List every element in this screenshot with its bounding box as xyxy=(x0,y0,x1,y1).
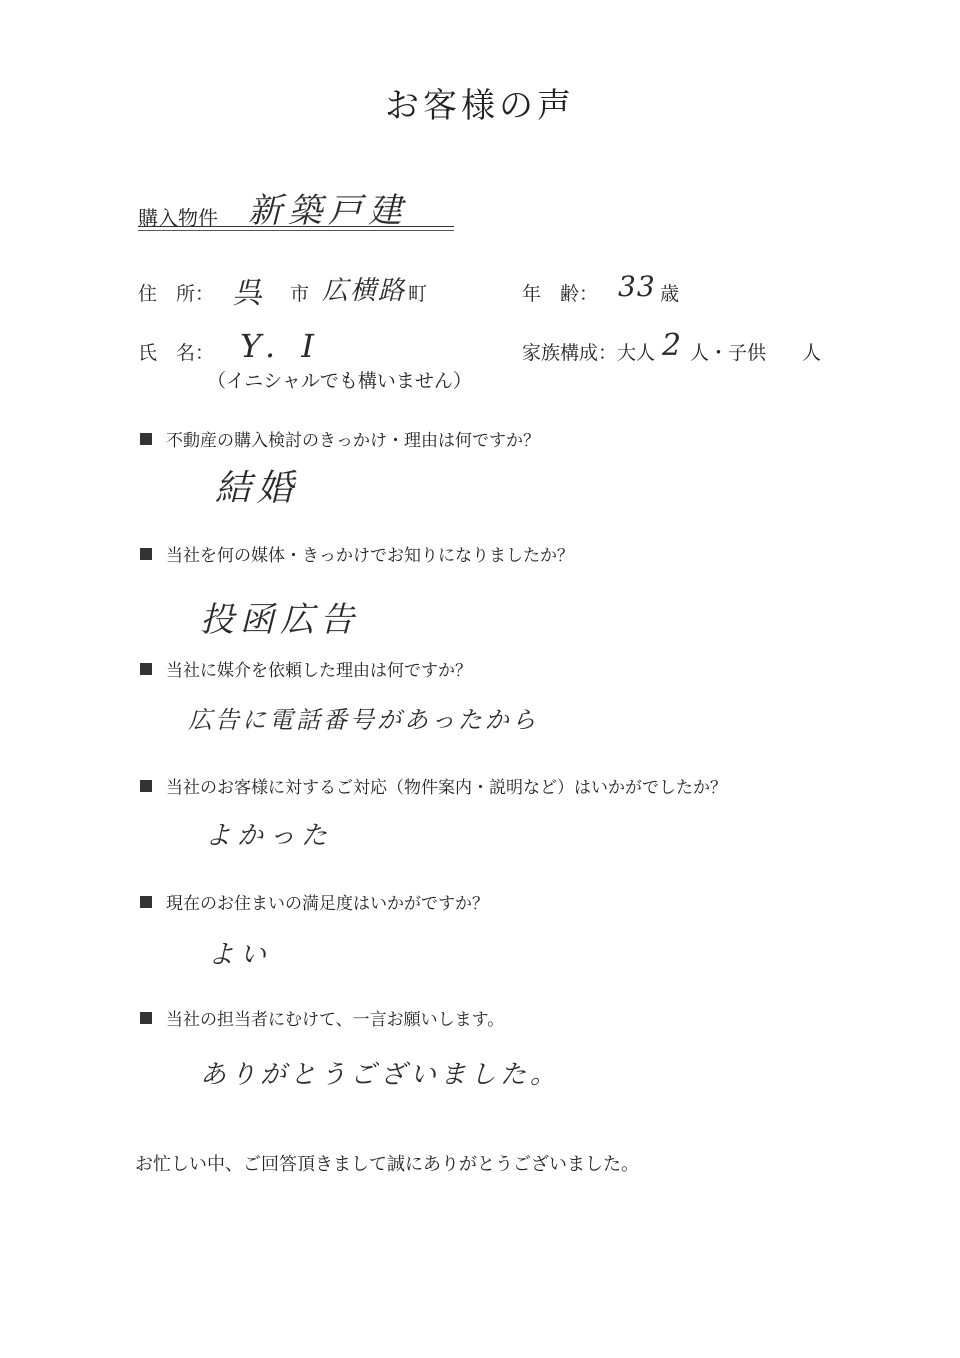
property-label: 購入物件 xyxy=(138,206,218,230)
answer-6: ありがとうございました。 xyxy=(200,1060,561,1090)
answer-5: よい xyxy=(208,940,273,970)
bullet-square-icon xyxy=(140,1012,152,1024)
address-town-unit: 町 xyxy=(408,283,428,305)
closing-message: お忙しい中、ご回答頂きまして誠にありがとうございました。 xyxy=(135,1154,639,1175)
answer-1: 結婚 xyxy=(215,468,300,509)
bullet-square-icon xyxy=(140,780,152,792)
age-value: 33 xyxy=(618,270,656,303)
question-6: 当社の担当者にむけて、一言お願いします。 xyxy=(140,1005,504,1030)
page-title: お客様の声 xyxy=(385,86,575,126)
answer-4: よかった xyxy=(205,821,334,851)
age-label: 年 齢： xyxy=(522,283,599,305)
question-1: 不動産の購入検討のきっかけ・理由は何ですか？ xyxy=(140,426,540,451)
age-unit: 歳 xyxy=(660,283,680,305)
property-underline-inner xyxy=(138,230,454,231)
question-2: 当社を何の媒体・きっかけでお知りになりましたか？ xyxy=(140,541,574,566)
property-value: 新築戸建 xyxy=(248,191,408,231)
name-note: （イニシャルでも構いません） xyxy=(207,370,472,392)
family-middle-label: 人・子供 xyxy=(690,342,767,364)
bullet-square-icon xyxy=(140,663,152,675)
address-city-unit: 市 xyxy=(290,283,310,305)
question-5: 現在のお住まいの満足度はいかがですか？ xyxy=(140,889,489,914)
name-value: Y. I xyxy=(240,327,322,365)
family-adults-value: 2 xyxy=(662,328,688,363)
question-4: 当社のお客様に対するご対応（物件案内・説明など）はいかがでしたか？ xyxy=(140,773,727,798)
question-3: 当社に媒介を依頼した理由は何ですか？ xyxy=(140,656,472,681)
family-label: 家族構成：大人 xyxy=(522,342,656,364)
address-label: 住 所： xyxy=(138,283,215,305)
address-town-value: 広横路 xyxy=(322,276,407,306)
answer-3: 広告に電話番号があったから xyxy=(188,706,539,734)
name-label: 氏 名： xyxy=(138,342,215,364)
address-city-value: 呉 xyxy=(232,276,268,311)
property-underline xyxy=(138,226,454,227)
bullet-square-icon xyxy=(140,548,152,560)
bullet-square-icon xyxy=(140,433,152,445)
bullet-square-icon xyxy=(140,896,152,908)
answer-2: 投函広告 xyxy=(200,600,360,640)
family-unit: 人 xyxy=(802,342,822,364)
